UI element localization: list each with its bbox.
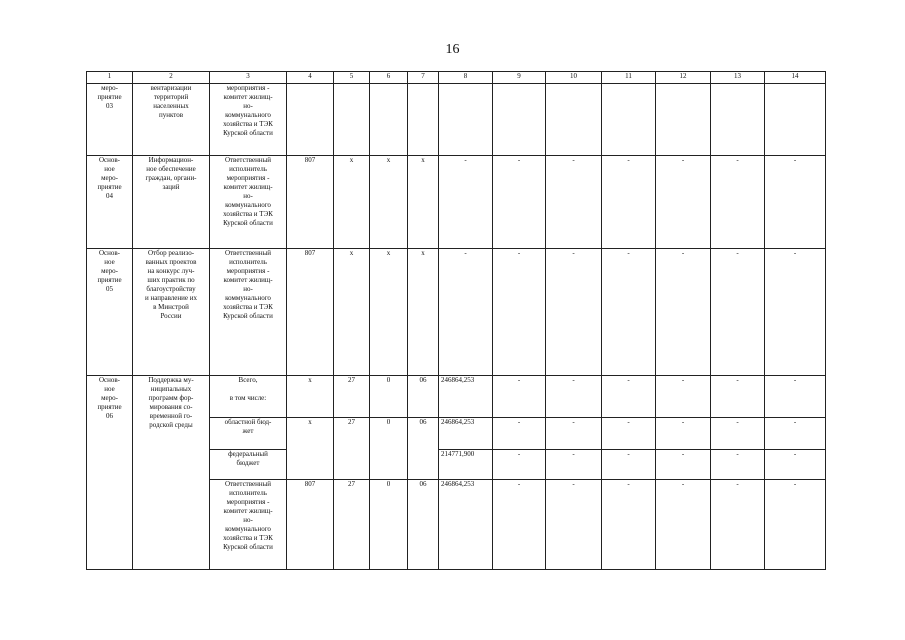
header-col-7: 7 bbox=[408, 72, 439, 84]
cell-value: - bbox=[546, 450, 602, 480]
cell-value: х bbox=[334, 249, 370, 376]
cell-value: - bbox=[602, 480, 656, 570]
cell-value: х bbox=[370, 156, 408, 249]
cell-value: 27 bbox=[334, 480, 370, 570]
cell-value: - bbox=[602, 249, 656, 376]
cell-value: 0 bbox=[370, 418, 408, 480]
table-row bbox=[87, 156, 826, 249]
header-col-8: 8 bbox=[439, 72, 493, 84]
header-col-13: 13 bbox=[711, 72, 765, 84]
budget-table bbox=[86, 71, 826, 570]
cell-value: - bbox=[765, 249, 826, 376]
cell-value: - bbox=[602, 376, 656, 418]
cell-value: - bbox=[546, 156, 602, 249]
table-row bbox=[87, 84, 826, 156]
cell-value: - bbox=[711, 480, 765, 570]
cell-value: х bbox=[408, 249, 439, 376]
cell-value: - bbox=[493, 450, 546, 480]
cell-value: - bbox=[711, 450, 765, 480]
measure-title: Информацион- ное обеспечение граждан, органи- заций bbox=[133, 156, 210, 249]
cell-value: 06 bbox=[408, 480, 439, 570]
cell-value: - bbox=[546, 249, 602, 376]
cell-value: - bbox=[656, 376, 711, 418]
cell-value: - bbox=[493, 249, 546, 376]
header-col-12: 12 bbox=[656, 72, 711, 84]
cell-value: 0 bbox=[370, 376, 408, 418]
cell-value: 27 bbox=[334, 418, 370, 480]
cell-value: - bbox=[656, 156, 711, 249]
header-col-9: 9 bbox=[493, 72, 546, 84]
header-col-4: 4 bbox=[287, 72, 334, 84]
measure-title: Поддержка му- ниципальных программ фор- мирования со- временной го- родской среды bbox=[133, 376, 210, 570]
cell-value: - bbox=[439, 249, 493, 376]
cell-value: - bbox=[711, 249, 765, 376]
cell-value: - bbox=[711, 418, 765, 450]
cell-value: - bbox=[656, 480, 711, 570]
funding-source: областной бюд- жет bbox=[210, 418, 287, 450]
funding-source: Всего, в том числе: bbox=[210, 376, 287, 418]
measure-title: вентаризации территорий населенных пунктов bbox=[133, 84, 210, 156]
measure-number: Основ- ное меро- приятие 04 bbox=[87, 156, 133, 249]
cell-value: 246864,253 bbox=[439, 376, 493, 418]
cell-value: - bbox=[765, 418, 826, 450]
cell-value: х bbox=[408, 156, 439, 249]
header-row bbox=[87, 72, 826, 84]
cell-value: 807 bbox=[287, 156, 334, 249]
header-col-6: 6 bbox=[370, 72, 408, 84]
cell-value: 0 bbox=[370, 480, 408, 570]
executor: Ответственный исполнитель мероприятия - комитет жилищ- но- коммунального хозяйства и ТЭК Курской области bbox=[210, 156, 287, 249]
cell-value: х bbox=[287, 418, 334, 480]
cell-value: - bbox=[546, 418, 602, 450]
cell-value: х bbox=[334, 156, 370, 249]
measure-number: меро- приятие 03 bbox=[87, 84, 133, 156]
header-col-11: 11 bbox=[602, 72, 656, 84]
cell-value: 06 bbox=[408, 376, 439, 418]
cell-value: - bbox=[546, 376, 602, 418]
executor: мероприятия - комитет жилищ- но- коммунального хозяйства и ТЭК Курской области bbox=[210, 84, 287, 156]
executor: Ответственный исполнитель мероприятия - комитет жилищ- но- коммунального хозяйства и ТЭК Курской области bbox=[210, 480, 287, 570]
cell-value: - bbox=[546, 480, 602, 570]
cell-value: 807 bbox=[287, 480, 334, 570]
header-col-2: 2 bbox=[133, 72, 210, 84]
cell-value: 06 bbox=[408, 418, 439, 480]
cell-value: - bbox=[493, 376, 546, 418]
measure-number: Основ- ное меро- приятие 06 bbox=[87, 376, 133, 570]
measure-title: Отбор реализо- ванных проектов на конкурс луч- ших практик по благоустройству и направление их в Минстрой России bbox=[133, 249, 210, 376]
cell-value: - bbox=[656, 418, 711, 450]
table-row bbox=[87, 376, 826, 418]
cell-value: - bbox=[493, 156, 546, 249]
cell-value: 27 bbox=[334, 376, 370, 418]
cell-value: - bbox=[765, 480, 826, 570]
funding-source: федеральный бюджет bbox=[210, 450, 287, 480]
cell-value: - bbox=[602, 156, 656, 249]
header-col-10: 10 bbox=[546, 72, 602, 84]
cell-value: - bbox=[602, 450, 656, 480]
cell-value: - bbox=[765, 450, 826, 480]
cell-value: - bbox=[656, 450, 711, 480]
cell-value: - bbox=[602, 418, 656, 450]
cell-value: 246864,253 bbox=[439, 418, 493, 450]
cell-value: х bbox=[287, 376, 334, 418]
cell-value: - bbox=[711, 156, 765, 249]
cell-value: - bbox=[439, 156, 493, 249]
cell-value: - bbox=[493, 418, 546, 450]
cell-value: 807 bbox=[287, 249, 334, 376]
header-col-1: 1 bbox=[87, 72, 133, 84]
page-number: 16 bbox=[445, 42, 460, 57]
table-row bbox=[87, 249, 826, 376]
cell-value: 214771,900 bbox=[439, 450, 493, 480]
header-col-5: 5 bbox=[334, 72, 370, 84]
cell-value: х bbox=[370, 249, 408, 376]
cell-value: - bbox=[711, 376, 765, 418]
cell-value: - bbox=[765, 376, 826, 418]
executor: Ответственный исполнитель мероприятия - комитет жилищ- но- коммунального хозяйства и ТЭК Курской области bbox=[210, 249, 287, 376]
header-col-3: 3 bbox=[210, 72, 287, 84]
header-col-14: 14 bbox=[765, 72, 826, 84]
cell-value: - bbox=[765, 156, 826, 249]
measure-number: Основ- ное меро- приятие 05 bbox=[87, 249, 133, 376]
cell-value: - bbox=[493, 480, 546, 570]
cell-value: 246864,253 bbox=[439, 480, 493, 570]
cell-value: - bbox=[656, 249, 711, 376]
